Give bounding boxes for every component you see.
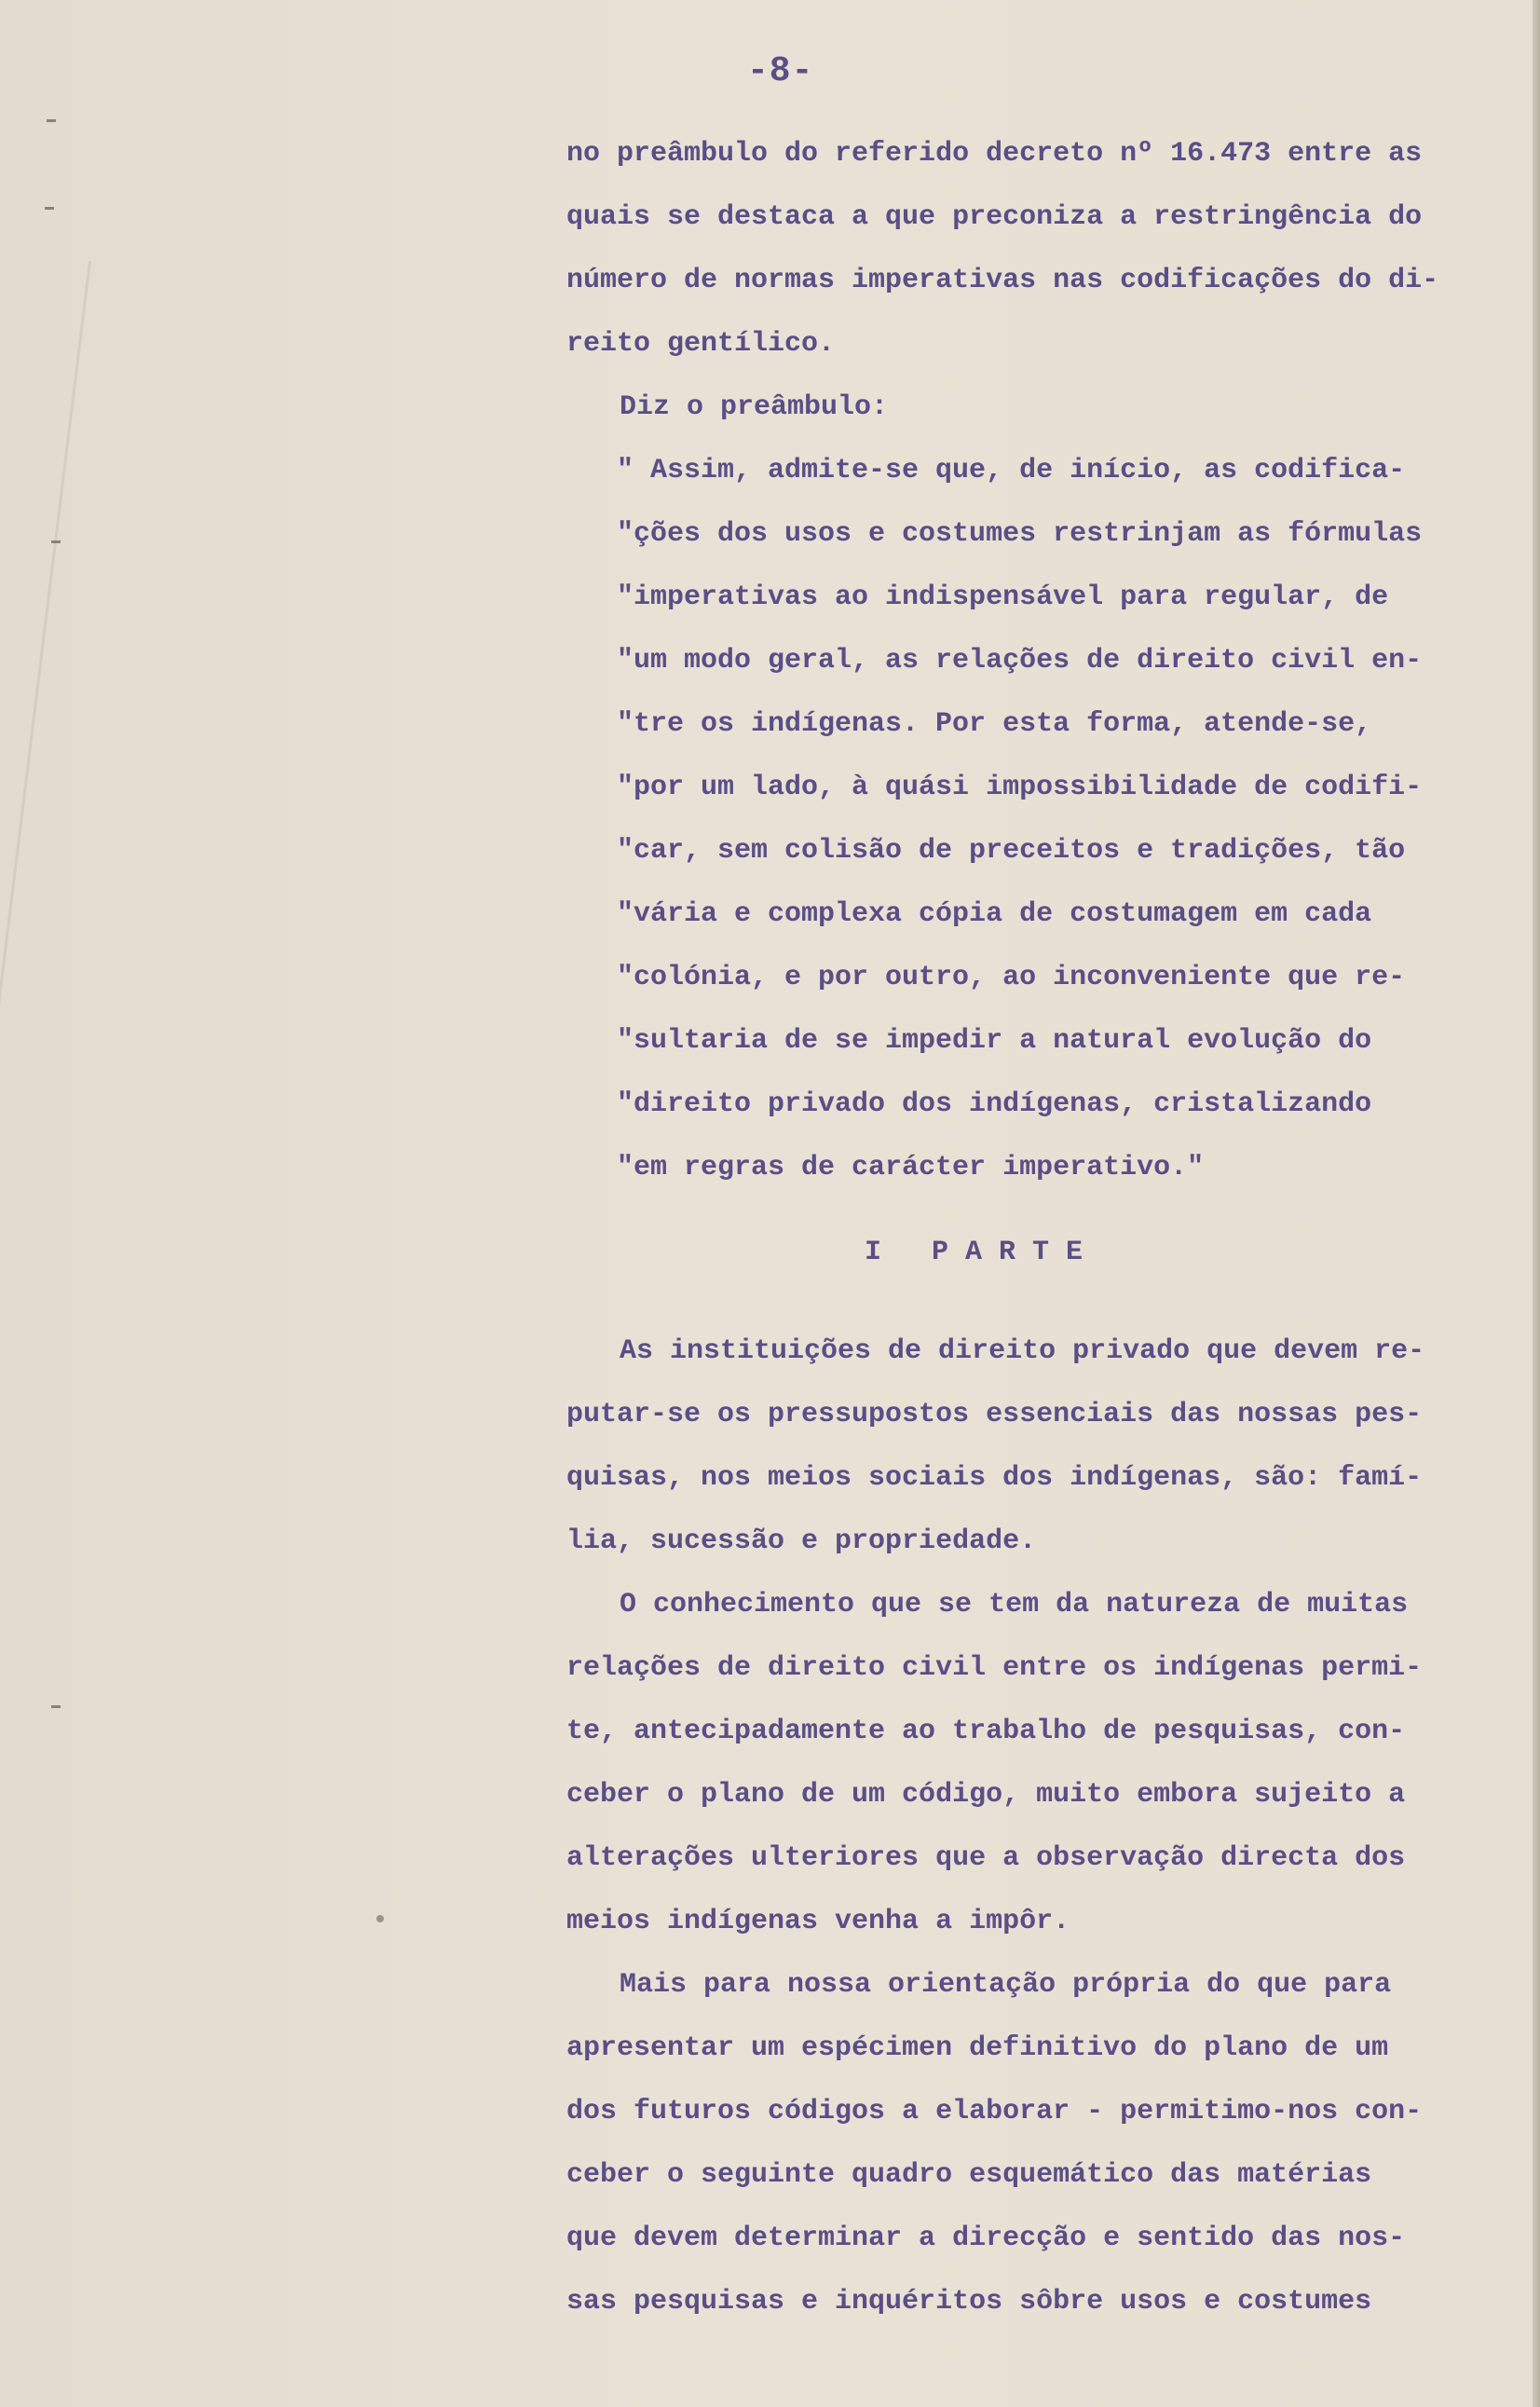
margin-mark: [45, 207, 54, 210]
text-line: quisas, nos meios sociais dos indígenas, são: famí-: [566, 1462, 1423, 1494]
text-line: te, antecipadamente ao trabalho de pesquisas, con-: [566, 1716, 1406, 1747]
ink-speck: [376, 1915, 384, 1922]
text-line: sas pesquisas e inquéritos sôbre usos e costumes: [566, 2286, 1372, 2318]
text-line: meios indígenas venha a impôr.: [566, 1906, 1070, 1937]
quote-line: "tre os indígenas. Por esta forma, atende-se,: [617, 708, 1372, 740]
quote-line: "vária e complexa cópia de costumagem em cada: [617, 898, 1372, 930]
quote-line: "sultaria de se impedir a natural evolução do: [617, 1025, 1372, 1057]
text-line: relações de direito civil entre os indígenas permi-: [566, 1652, 1423, 1684]
page-number: -8-: [747, 51, 814, 91]
text-line: apresentar um espécimen definitivo do plano de um: [566, 2032, 1389, 2064]
margin-mark: [47, 119, 56, 122]
quote-intro: Diz o preâmbulo:: [620, 391, 889, 423]
text-line: putar-se os pressupostos essenciais das nossas pes-: [566, 1399, 1423, 1430]
text-line: que devem determinar a direcção e sentido das nos-: [566, 2222, 1406, 2254]
text-line: O conhecimento que se tem da natureza de muitas: [620, 1589, 1409, 1621]
quote-line: "car, sem colisão de preceitos e tradições, tão: [617, 835, 1406, 867]
quote-line: "um modo geral, as relações de direito civil en-: [617, 645, 1423, 677]
text-line: ceber o plano de um código, muito embora sujeito a: [566, 1779, 1406, 1811]
text-line: no preâmbulo do referido decreto nº 16.473 entre as: [566, 138, 1423, 170]
margin-mark: [51, 1705, 61, 1708]
quote-line: "imperativas ao indispensável para regular, de: [617, 581, 1389, 613]
text-line: dos futuros códigos a elaborar - permitimo-nos con-: [566, 2096, 1423, 2127]
text-line: alterações ulteriores que a observação directa dos: [566, 1842, 1406, 1874]
quote-line: "colónia, e por outro, ao inconveniente que re-: [617, 962, 1406, 993]
text-line: reito gentílico.: [566, 328, 836, 360]
text-line: número de normas imperativas nas codificações do di-: [566, 265, 1439, 296]
text-line: quais se destaca a que preconiza a restringência do: [566, 201, 1423, 233]
margin-mark: [51, 540, 61, 543]
quote-line: " Assim, admite-se que, de início, as codifica-: [617, 455, 1406, 486]
quote-line: "direito privado dos indígenas, cristalizando: [617, 1088, 1372, 1120]
text-line: lia, sucessão e propriedade.: [566, 1525, 1037, 1557]
text-line: ceber o seguinte quadro esquemático das matérias: [566, 2159, 1372, 2191]
quote-line: "em regras de carácter imperativo.": [617, 1152, 1205, 1183]
paper-edge: [1533, 0, 1540, 2407]
section-heading: I P A R T E: [865, 1237, 1083, 1268]
text-line: As instituições de direito privado que devem re-: [620, 1335, 1425, 1367]
quote-line: "por um lado, à quási impossibilidade de codifi-: [617, 772, 1423, 803]
quote-line: "ções dos usos e costumes restrinjam as fórmulas: [617, 518, 1423, 550]
text-line: Mais para nossa orientação própria do que para: [620, 1969, 1392, 2001]
